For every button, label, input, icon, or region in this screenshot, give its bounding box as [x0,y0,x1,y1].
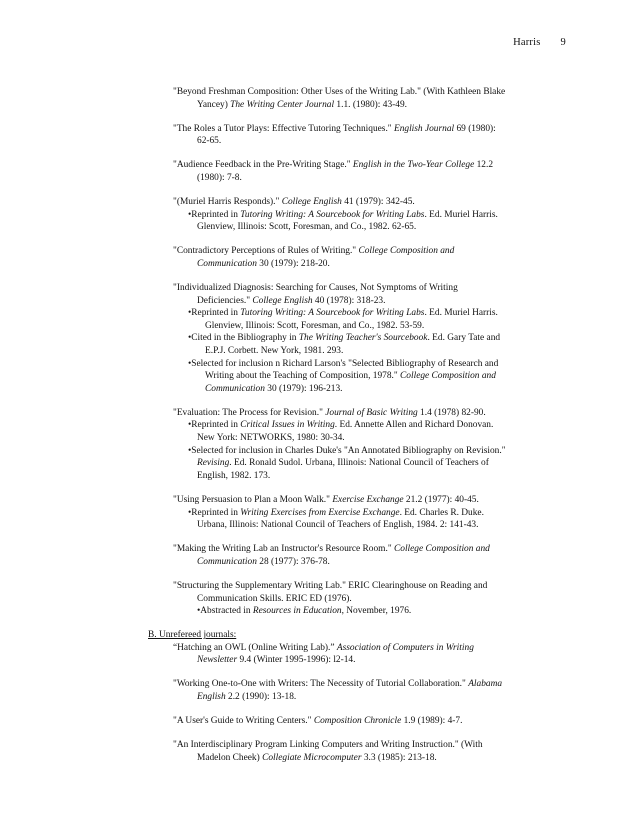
citation-continuation [173,209,547,222]
citation-text: English, 1982. 173. [197,470,271,481]
citation-text: Deficiencies." [197,295,253,306]
citation-entry [173,86,547,111]
citation-text: •Selected for inclusion in Charles Duke's "An Annotated Bibliography on Revision." [188,445,506,456]
citation-title-italic: College Composition and [358,246,455,257]
citation-title-italic: English Journal [393,123,455,134]
citation-continuation [173,332,547,345]
citation-title-italic: Tutoring Writing: A Sourcebook for Writing Labs [240,308,425,319]
citation-title-italic: Tutoring Writing: A Sourcebook for Writing Labs [240,209,425,220]
citation-title-italic: Communication [197,258,257,269]
citation-text: 28 (1977): 376-78. [256,556,330,567]
citation-title-italic: Exercise Exchange [332,494,404,505]
header-author: Harris [513,37,541,48]
citation-continuation [173,221,547,234]
citation-line [173,407,547,420]
citation-continuation [173,593,547,606]
citation-text: "Evaluation: The Process for Revision." [173,407,326,418]
running-header [513,37,566,48]
citation-continuation [173,172,547,185]
citation-text: Urbana, Illinois: National Council of Teachers of English, 1984. 2: 141-43. [197,520,479,531]
citation-continuation [173,99,547,112]
citation-entry [173,159,547,184]
citation-entry [173,282,547,395]
citation-continuation [173,556,547,569]
citation-continuation [173,307,547,320]
citation-entry [173,678,547,703]
citation-line [173,642,547,655]
citation-title-italic: Alabama [468,679,503,690]
citation-text: "Audience Feedback in the Pre-Writing Stage." [173,160,353,171]
citation-title-italic: English in the Two-Year College [352,160,475,171]
citation-continuation [173,258,547,271]
citation-continuation [173,507,547,520]
citation-continuation [173,345,547,358]
citation-text: 1.9 (1989): 4-7. [401,716,463,727]
citation-entry [173,739,547,764]
citation-text: 12.2 [474,160,493,171]
citation-entry [173,245,547,270]
citation-title-italic: Revising [197,458,230,469]
header-page-number: 9 [560,37,566,48]
citation-title-italic: Association of Computers in Writing [336,642,474,653]
citation-title-italic: Communication [197,556,257,567]
citation-continuation [173,519,547,532]
citation-text: Communication Skills. ERIC ED (1976). [197,593,352,604]
citation-title-italic: College Composition and [400,371,496,382]
citation-text: 40 (1978): 318-23. [312,295,386,306]
citation-title-italic: Resources in Education [252,606,342,617]
citation-text: 3.3 (1985): 213-18. [361,752,437,763]
citation-entry [173,580,547,618]
citation-entry [173,494,547,532]
citation-text: (1980): 7-8. [197,172,242,183]
citation-text: •Reprinted in [188,308,241,319]
citation-line [173,678,547,691]
citation-text: "An Interdisciplinary Program Linking Computers and Writing Instruction." (With [173,740,483,751]
citation-continuation [173,457,547,470]
unrefereed-entries [0,642,638,765]
citation-continuation [173,432,547,445]
citation-line [173,580,547,593]
citation-title-italic: Composition Chronicle [313,716,402,727]
citation-continuation [173,419,547,432]
citation-title-italic: Journal of Basic Writing [325,407,418,418]
citation-text: 62-65. [197,136,222,147]
citation-text: 21.2 (1977): 40-45. [403,494,479,505]
citation-line [173,494,547,507]
citation-entry [173,642,547,667]
citation-text: . Ed. Charles R. Duke. [399,507,484,518]
citation-continuation [173,135,547,148]
bibliography-list [0,86,638,776]
citation-line [173,86,547,99]
citation-title-italic: College English [281,197,342,208]
citation-continuation [173,320,547,333]
citation-entry [173,407,547,483]
citation-text: 9.4 (Winter 1995-1996): l2-14. [237,655,356,666]
citation-text: Yancey) [197,99,231,110]
citation-title-italic: College English [252,295,313,306]
citation-continuation [173,470,547,483]
citation-text: "Beyond Freshman Composition: Other Uses of the Writing Lab." (With Kathleen Blake [173,87,506,97]
citation-continuation [173,605,547,618]
citation-text: •Selected for inclusion n Richard Larson's "Selected Bibliography of Research and [188,358,499,369]
citation-text: •Reprinted in [188,209,241,220]
citation-text: New York: NETWORKS, 1980: 30-34. [197,433,345,444]
citation-text: "Making the Writing Lab an Instructor's Resource Room." [173,544,394,555]
section-heading-unrefereed: B. Unrefereed journals: [148,630,237,641]
citation-entry [173,543,547,568]
citation-continuation [173,654,547,667]
citation-text: . Ed. Muriel Harris. [424,209,498,220]
citation-continuation [173,358,547,371]
citation-continuation [173,752,547,765]
citation-text: . Ed. Ronald Sudol. Urbana, Illinois: National Council of Teachers of [229,458,489,469]
citation-text: 69 (1980): [454,123,496,134]
citation-title-italic: The Writing Center Journal [230,99,335,110]
citation-text: "A User's Guide to Writing Centers." [173,716,314,727]
citation-text: "Structuring the Supplementary Writing Lab." ERIC Clearinghouse on Reading and [173,580,488,591]
citation-text: 30 (1979): 196-213. [264,383,343,394]
citation-text: E.P.J. Corbett. New York, 1981. 293. [205,346,344,356]
citation-text: 1.1. (1980): 43-49. [334,99,407,110]
citation-continuation [173,445,547,458]
citation-text: Glenview, Illinois: Scott, Foresman, and Co., 1982. 62-65. [197,222,417,233]
citation-line [173,123,547,136]
citation-line [173,739,547,752]
citation-text: "Individualized Diagnosis: Searching for Causes, Not Symptoms of Writing [173,283,458,294]
citation-line [173,715,547,728]
citation-title-italic: Critical Issues in Writing [240,420,335,431]
citation-title-italic: The Writing Teacher's Sourcebook [298,333,428,344]
citation-line [173,245,547,258]
citation-text: . Ed. Muriel Harris. [424,308,498,319]
citation-text: Writing about the Teaching of Composition, 1978." [205,371,401,382]
citation-text: 41 (1979): 342-45. [341,197,415,208]
citation-line [173,282,547,295]
citation-text: , November, 1976. [341,606,412,617]
citation-text: . Ed. Gary Tate and [427,333,501,344]
citation-title-italic: Collegiate Microcomputer [262,752,362,763]
citation-continuation [173,691,547,704]
refereed-entries [0,86,638,618]
citation-text: "Contradictory Perceptions of Rules of Writing." [173,246,359,257]
citation-title-italic: Newsletter [197,655,238,666]
citation-text: •Cited in the Bibliography in [188,333,299,344]
citation-title-italic: College Composition and [394,544,490,555]
citation-line [173,543,547,556]
citation-text: •Abstracted in [197,606,253,617]
citation-line [173,196,547,209]
citation-title-italic: Writing Exercises from Exercise Exchange [240,507,400,518]
citation-title-italic: Communication [205,383,265,394]
citation-text: "(Muriel Harris Responds)." [173,197,282,208]
citation-text: Madelon Cheek) [197,752,263,763]
citation-continuation [173,383,547,396]
citation-text: Glenview, Illinois: Scott, Foresman, and Co., 1982. 53-59. [205,320,425,331]
citation-text: 2.2 (1990): 13-18. [225,692,297,703]
citation-text: . Ed. Annette Allen and Richard Donovan. [334,420,494,431]
citation-entry [173,715,547,728]
citation-text: 1.4 (1978) 82-90. [417,407,486,418]
citation-text: “Hatching an OWL (Online Writing Lab).” [173,642,337,653]
citation-text: "Using Persuasion to Plan a Moon Walk." [173,494,333,505]
citation-continuation [173,370,547,383]
citation-line [173,159,547,172]
citation-text: "Working One-to-One with Writers: The Necessity of Tutorial Collaboration." [173,679,469,690]
citation-text: •Reprinted in [188,420,241,431]
citation-text: "The Roles a Tutor Plays: Effective Tutoring Techniques." [173,123,394,134]
citation-entry [173,196,547,234]
citation-continuation [173,295,547,308]
citation-entry [173,123,547,148]
citation-text: •Reprinted in [188,507,241,518]
citation-title-italic: English [197,692,226,703]
citation-text: 30 (1979): 218-20. [256,258,330,269]
